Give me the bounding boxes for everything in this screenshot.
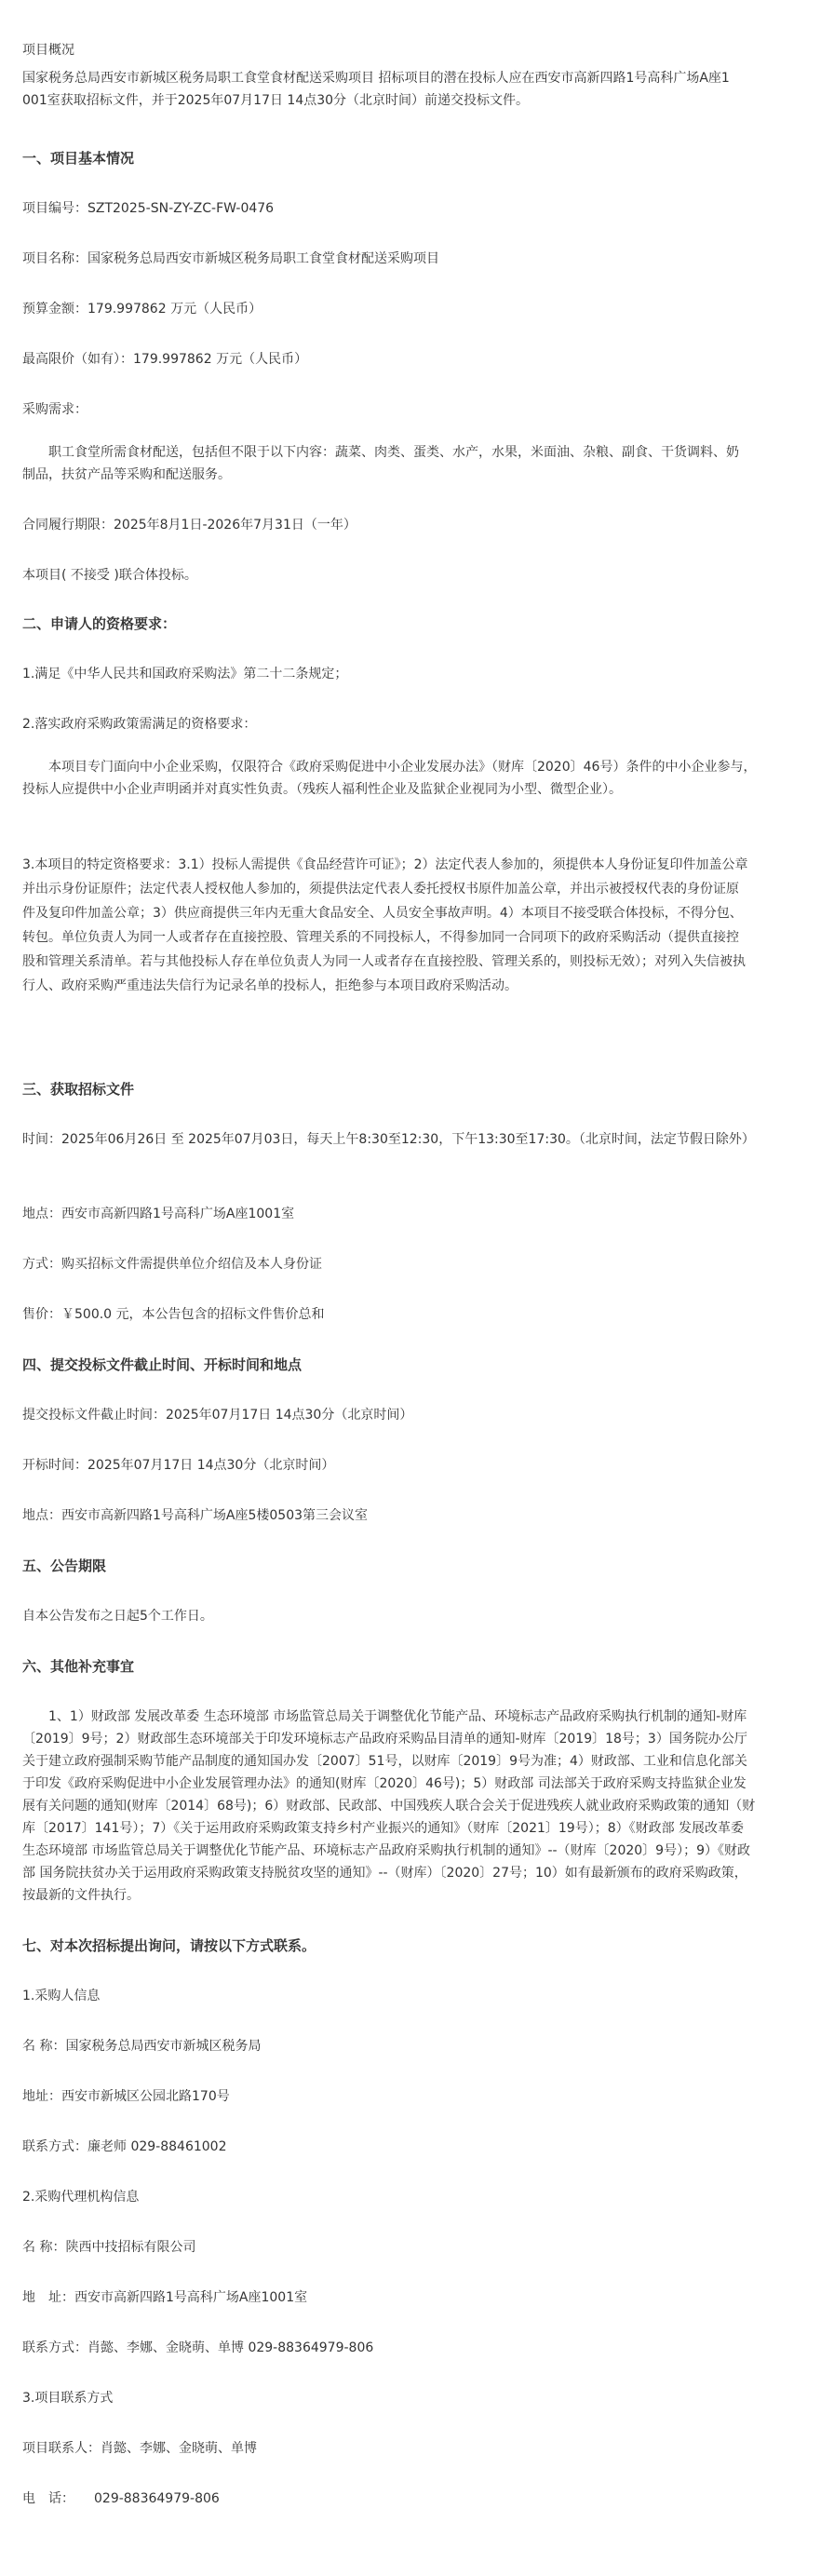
consortium-note: 本项目( 不接受 )联合体投标。: [22, 568, 197, 583]
supplementary-matters: 1、1）财政部 发展改革委 生态环境部 市场监管总局关于调整优化节能产品、环境标志产品政府采购执行机制的通知-财库〔2019〕9号；2）财政部生态环境部关于印发环境标志产品政府采购品目清单的通知-财库〔2019〕18号；3）国务院办公厅关于建立政府强制采购节能产品制度的通知国办发〔2007〕51号，以财库〔2019〕9号为准；4）财政部、工业和信息化部关于印发《政府采购促进中小企业发展管理办法》的通知(财库〔2020〕46号)；5）财政部 司法部关于政府采购支持监狱企业发展有关问题的通知(财库〔2014〕68号)；6）财政部、民政部、中国残疾人联合会关于促进残疾人就业政府采购政策的通知（财库〔2017〕141号）；7）《关于运用政府采购政策支持乡村产业振兴的通知》（财库〔2021〕19号）；8）《财政部 发展改革委 生态环境部 市场监管总局关于调整优化节能产品、环境标志产品政府采购执行机制的通知》--（财库〔2020〕9号）；9）《财政部 国务院扶贫办关于运用政府采购政策支持脱贫攻坚的通知》--（财库）〔2020〕27号；10）如有最新颁布的政府采购政策，按最新的文件执行。: [22, 1709, 756, 1903]
section-6-heading: 六、其他补充事宜: [22, 1658, 135, 1675]
demand-text: 职工食堂所需食材配送，包括但不限于以下内容：蔬菜、肉类、蛋类、水产，水果，米面油、杂粮、副食、干货调料、奶制品，扶贫产品等采购和配送服务。: [22, 445, 739, 482]
qualification-item-1: 1.满足《中华人民共和国政府采购法》第二十二条规定；: [22, 667, 348, 681]
section-5-heading: 五、公告期限: [22, 1558, 107, 1574]
obtain-place: 地点：西安市高新四路1号高科广场A座1001室: [22, 1207, 295, 1221]
agency-contact: 联系方式：肖懿、李娜、金晓萌、单博 029-88364979-806: [22, 2340, 374, 2355]
opening-place: 地点：西安市高新四路1号高科广场A座5楼0503第三会议室: [22, 1508, 369, 1523]
project-contact-phone: 电 话： 029-88364979-806: [22, 2491, 220, 2506]
project-name: 项目名称：国家税务总局西安市新城区税务局职工食堂食材配送采购项目: [22, 251, 439, 266]
overview-title: 项目概况: [22, 43, 74, 58]
submission-deadline: 提交投标文件截止时间：2025年07月17日 14点30分（北京时间）: [22, 1408, 413, 1423]
section-4-heading: 四、提交投标文件截止时间、开标时间和地点: [22, 1356, 303, 1373]
budget-amount: 预算金额：179.997862 万元（人民币）: [22, 302, 262, 317]
buyer-contact: 联系方式：廉老师 029-88461002: [22, 2139, 227, 2154]
buyer-address: 地址：西安市新城区公园北路170号: [22, 2089, 230, 2104]
max-price: 最高限价（如有）：179.997862 万元（人民币）: [22, 352, 308, 367]
obtain-time: 时间：2025年06月26日 至 2025年07月03日，每天上午8:30至12:30，下午13:30至17:30。（北京时间，法定节假日除外）: [22, 1132, 755, 1147]
section-2-heading: 二、申请人的资格要求：: [22, 615, 177, 632]
obtain-method: 方式：购买招标文件需提供单位介绍信及本人身份证: [22, 1257, 322, 1272]
project-number: 项目编号：SZT2025-SN-ZY-ZC-FW-0476: [22, 201, 275, 216]
contract-period: 合同履行期限：2025年8月1日-2026年7月31日（一年）: [22, 518, 356, 533]
buyer-name: 名 称：国家税务总局西安市新城区税务局: [22, 2039, 262, 2054]
section-1-heading: 一、项目基本情况: [22, 150, 135, 167]
demand-label: 采购需求：: [22, 402, 87, 417]
section-3-heading: 三、获取招标文件: [22, 1081, 135, 1098]
buyer-info-title: 1.采购人信息: [22, 1989, 101, 2003]
qualification-item-2: 2.落实政府采购政策需满足的资格要求：: [22, 717, 257, 732]
qualification-item-2-text: 本项目专门面向中小企业采购，仅限符合《政府采购促进中小企业发展办法》（财库〔2020〕46号）条件的中小企业参与，投标人应提供中小企业声明函并对真实性负责。（残疾人福利性企业及监狱企业视同为小型、微型企业）。: [22, 760, 757, 797]
qualification-item-3: 3.本项目的特定资格要求：3.1）投标人需提供《食品经营许可证》；2）法定代表人参加的，须提供本人身份证复印件加盖公章并出示身份证原件；法定代表人授权他人参加的，须提供法定代表人委托授权书原件加盖公章，并出示被授权代表的身份证原件及复印件加盖公章；3）供应商提供三年内无重大食品安全、人员安全事故声明。4）本项目不接受联合体投标，不得分包、转包。单位负责人为同一人或者存在直接控股、管理关系的不同投标人，不得参加同一合同项下的政府采购活动（提供直接控股和管理关系清单。若与其他投标人存在单位负责人为同一人或者存在直接控股、管理关系的，则投标无效）；对列入失信被执行人、政府采购严重违法失信行为记录名单的投标人，拒绝参与本项目政府采购活动。: [22, 857, 748, 993]
agency-address: 地 址：西安市高新四路1号高科广场A座1001室: [22, 2290, 308, 2305]
project-contact-title: 3.项目联系方式: [22, 2391, 114, 2406]
announcement-period: 自本公告发布之日起5个工作日。: [22, 1609, 213, 1624]
section-7-heading: 七、对本次招标提出询问，请按以下方式联系。: [22, 1937, 316, 1954]
opening-time: 开标时间：2025年07月17日 14点30分（北京时间）: [22, 1458, 335, 1473]
agency-name: 名 称：陕西中技招标有限公司: [22, 2240, 196, 2255]
overview-text: 国家税务总局西安市新城区税务局职工食堂食材配送采购项目 招标项目的潜在投标人应在西安市高新四路1号高科广场A座1001室获取招标文件，并于2025年07月17日 14点30分（北京时间）前递交投标文件。: [22, 71, 730, 108]
project-contact-person: 项目联系人：肖懿、李娜、金晓萌、单博: [22, 2441, 257, 2456]
agency-info-title: 2.采购代理机构信息: [22, 2190, 140, 2205]
document-price: 售价：￥500.0 元，本公告包含的招标文件售价总和: [22, 1307, 325, 1322]
